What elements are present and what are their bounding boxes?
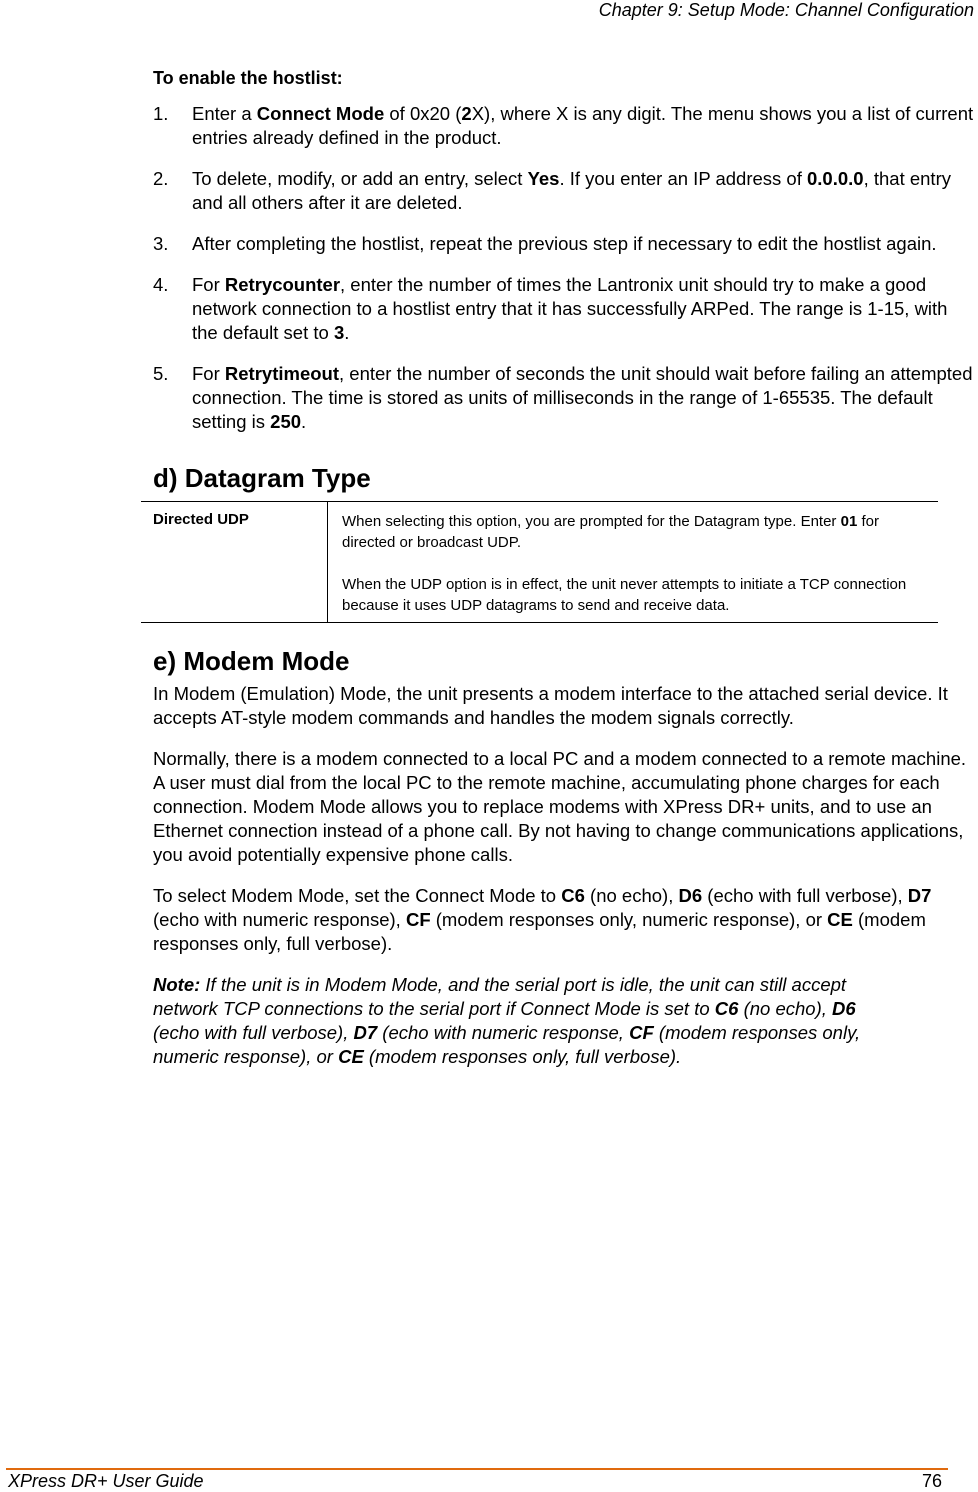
step-text-segment: After completing the hostlist, repeat the previous step if necessary to edit the hostlist again. <box>192 233 937 254</box>
step-text-segment: Enter a <box>192 103 257 124</box>
modem-text-segment: To select Modem Mode, set the Connect Mode to <box>153 885 562 906</box>
step-number: 4. <box>153 274 169 295</box>
modem-paragraph <box>153 884 978 956</box>
note-text-segment: CE <box>338 1046 364 1067</box>
modem-text-segment: (modem responses only, full verbose). <box>153 909 926 954</box>
modem-text-segment: CE <box>827 909 853 930</box>
hostlist-step <box>153 232 978 256</box>
note-text-segment: (echo with numeric response, <box>377 1022 630 1043</box>
datagram-paragraph <box>342 574 918 616</box>
step-text-segment: 250 <box>270 411 302 432</box>
step-text-segment: , enter the number of seconds the unit should wait before failing an attempted connection. The time is stored as units of milliseconds in the range of 1-65535. The default setting is <box>192 363 973 432</box>
datagram-heading: d) Datagram Type <box>153 463 371 493</box>
step-number: 5. <box>153 363 169 384</box>
step-text-segment: Yes <box>527 168 560 189</box>
datagram-text-segment: for directed or broadcast UDP. <box>342 513 879 551</box>
modem-text-segment: D7 <box>907 885 932 906</box>
step-text-segment: 2 <box>461 103 472 124</box>
note-text-segment: CF <box>629 1022 654 1043</box>
modem-paragraph <box>153 747 978 867</box>
step-text-segment: Connect Mode <box>256 103 385 124</box>
step-text-segment: , that entry and all others after it are deleted. <box>192 168 951 213</box>
modem-text-segment: D6 <box>678 885 703 906</box>
hostlist-step <box>153 273 978 345</box>
hostlist-subheading: To enable the hostlist: <box>153 68 343 88</box>
hostlist-step <box>153 102 978 150</box>
step-text-segment: . If you enter an IP address of <box>559 168 807 189</box>
page-body <box>153 66 978 1069</box>
modem-text-segment: Normally, there is a modem connected to a local PC and a modem connected to a remote machine. A user must dial from the local PC to the remote machine, accumulating phone charges for each connection. Modem Mode allows you to replace modems with XPress DR+ units, and to use an Ethernet connection instead of a phone call. By not having to change communications applications, you avoid potentially expensive phone calls. <box>153 748 967 865</box>
modem-text-segment: C6 <box>561 885 585 906</box>
note-text-segment: (no echo), <box>738 998 833 1019</box>
modem-paragraphs <box>153 682 978 956</box>
modem-note <box>153 973 873 1069</box>
modem-text-segment: (modem responses only, numeric response), or <box>430 909 828 930</box>
step-text-segment: 0.0.0.0 <box>807 168 864 189</box>
modem-paragraph <box>153 682 978 730</box>
datagram-text-segment: When selecting this option, you are prompted for the Datagram type. Enter <box>342 513 841 530</box>
footer-rule <box>6 1468 948 1470</box>
modem-text-segment: (echo with full verbose), <box>702 885 908 906</box>
modem-text-segment: In Modem (Emulation) Mode, the unit presents a modem interface to the attached serial device. It accepts AT-style modem commands and handles the modem signals correctly. <box>153 683 948 728</box>
datagram-option-description <box>328 502 938 622</box>
note-text-segment: (echo with full verbose), <box>153 1022 354 1043</box>
modem-text-segment: (echo with numeric response), <box>153 909 406 930</box>
hostlist-step <box>153 167 978 215</box>
page-number: 76 <box>921 1471 942 1491</box>
datagram-option-label: Directed UDP <box>141 502 328 622</box>
note-text-segment: C6 <box>714 998 739 1019</box>
modem-text-segment: (no echo), <box>584 885 679 906</box>
modem-heading: e) Modem Mode <box>153 646 350 676</box>
note-text-segment: If the unit is in Modem Mode, and the serial port is idle, the unit can still accept network TCP connections to the serial port if Connect Mode is set to <box>153 974 847 1019</box>
step-text-segment: . <box>301 411 307 432</box>
step-number: 2. <box>153 168 169 189</box>
modem-text-segment: CF <box>405 909 431 930</box>
step-text-segment: 3 <box>333 322 345 343</box>
chapter-header: Chapter 9: Setup Mode: Channel Configuration <box>598 0 974 20</box>
step-number: 1. <box>153 103 169 124</box>
step-text-segment: Retrytimeout <box>224 363 339 384</box>
datagram-text-segment: 01 <box>840 513 858 530</box>
datagram-table <box>141 501 938 623</box>
note-text-segment: D7 <box>353 1022 378 1043</box>
note-text-segment: (modem responses only, full verbose). <box>363 1046 682 1067</box>
footer-title: XPress DR+ User Guide <box>8 1471 204 1491</box>
step-text-segment: X), where X is any digit. The menu shows you a list of current entries already defined in the product. <box>192 103 974 148</box>
hostlist-step <box>153 362 978 434</box>
step-text-segment: . <box>344 322 350 343</box>
datagram-text-segment: When the UDP option is in effect, the unit never attempts to initiate a TCP connection because it uses UDP datagrams to send and receive data. <box>342 576 907 614</box>
note-text-segment: D6 <box>832 998 856 1019</box>
step-text-segment: of 0x20 ( <box>384 103 462 124</box>
step-text-segment: Retrycounter <box>224 274 341 295</box>
step-text-segment: For <box>192 363 225 384</box>
step-text-segment: , enter the number of times the Lantronix unit should try to make a good network connection to a hostlist entry that it has successfully ARPed. The range is 1-15, with the default set to <box>192 274 948 343</box>
datagram-paragraph <box>342 511 918 553</box>
note-text-segment: (modem responses only, numeric response), or <box>153 1022 861 1067</box>
step-text-segment: For <box>192 274 225 295</box>
step-number: 3. <box>153 233 169 254</box>
step-text-segment: To delete, modify, or add an entry, select <box>192 168 528 189</box>
note-text-segment: Note: <box>153 974 201 995</box>
hostlist-steps <box>153 102 978 434</box>
